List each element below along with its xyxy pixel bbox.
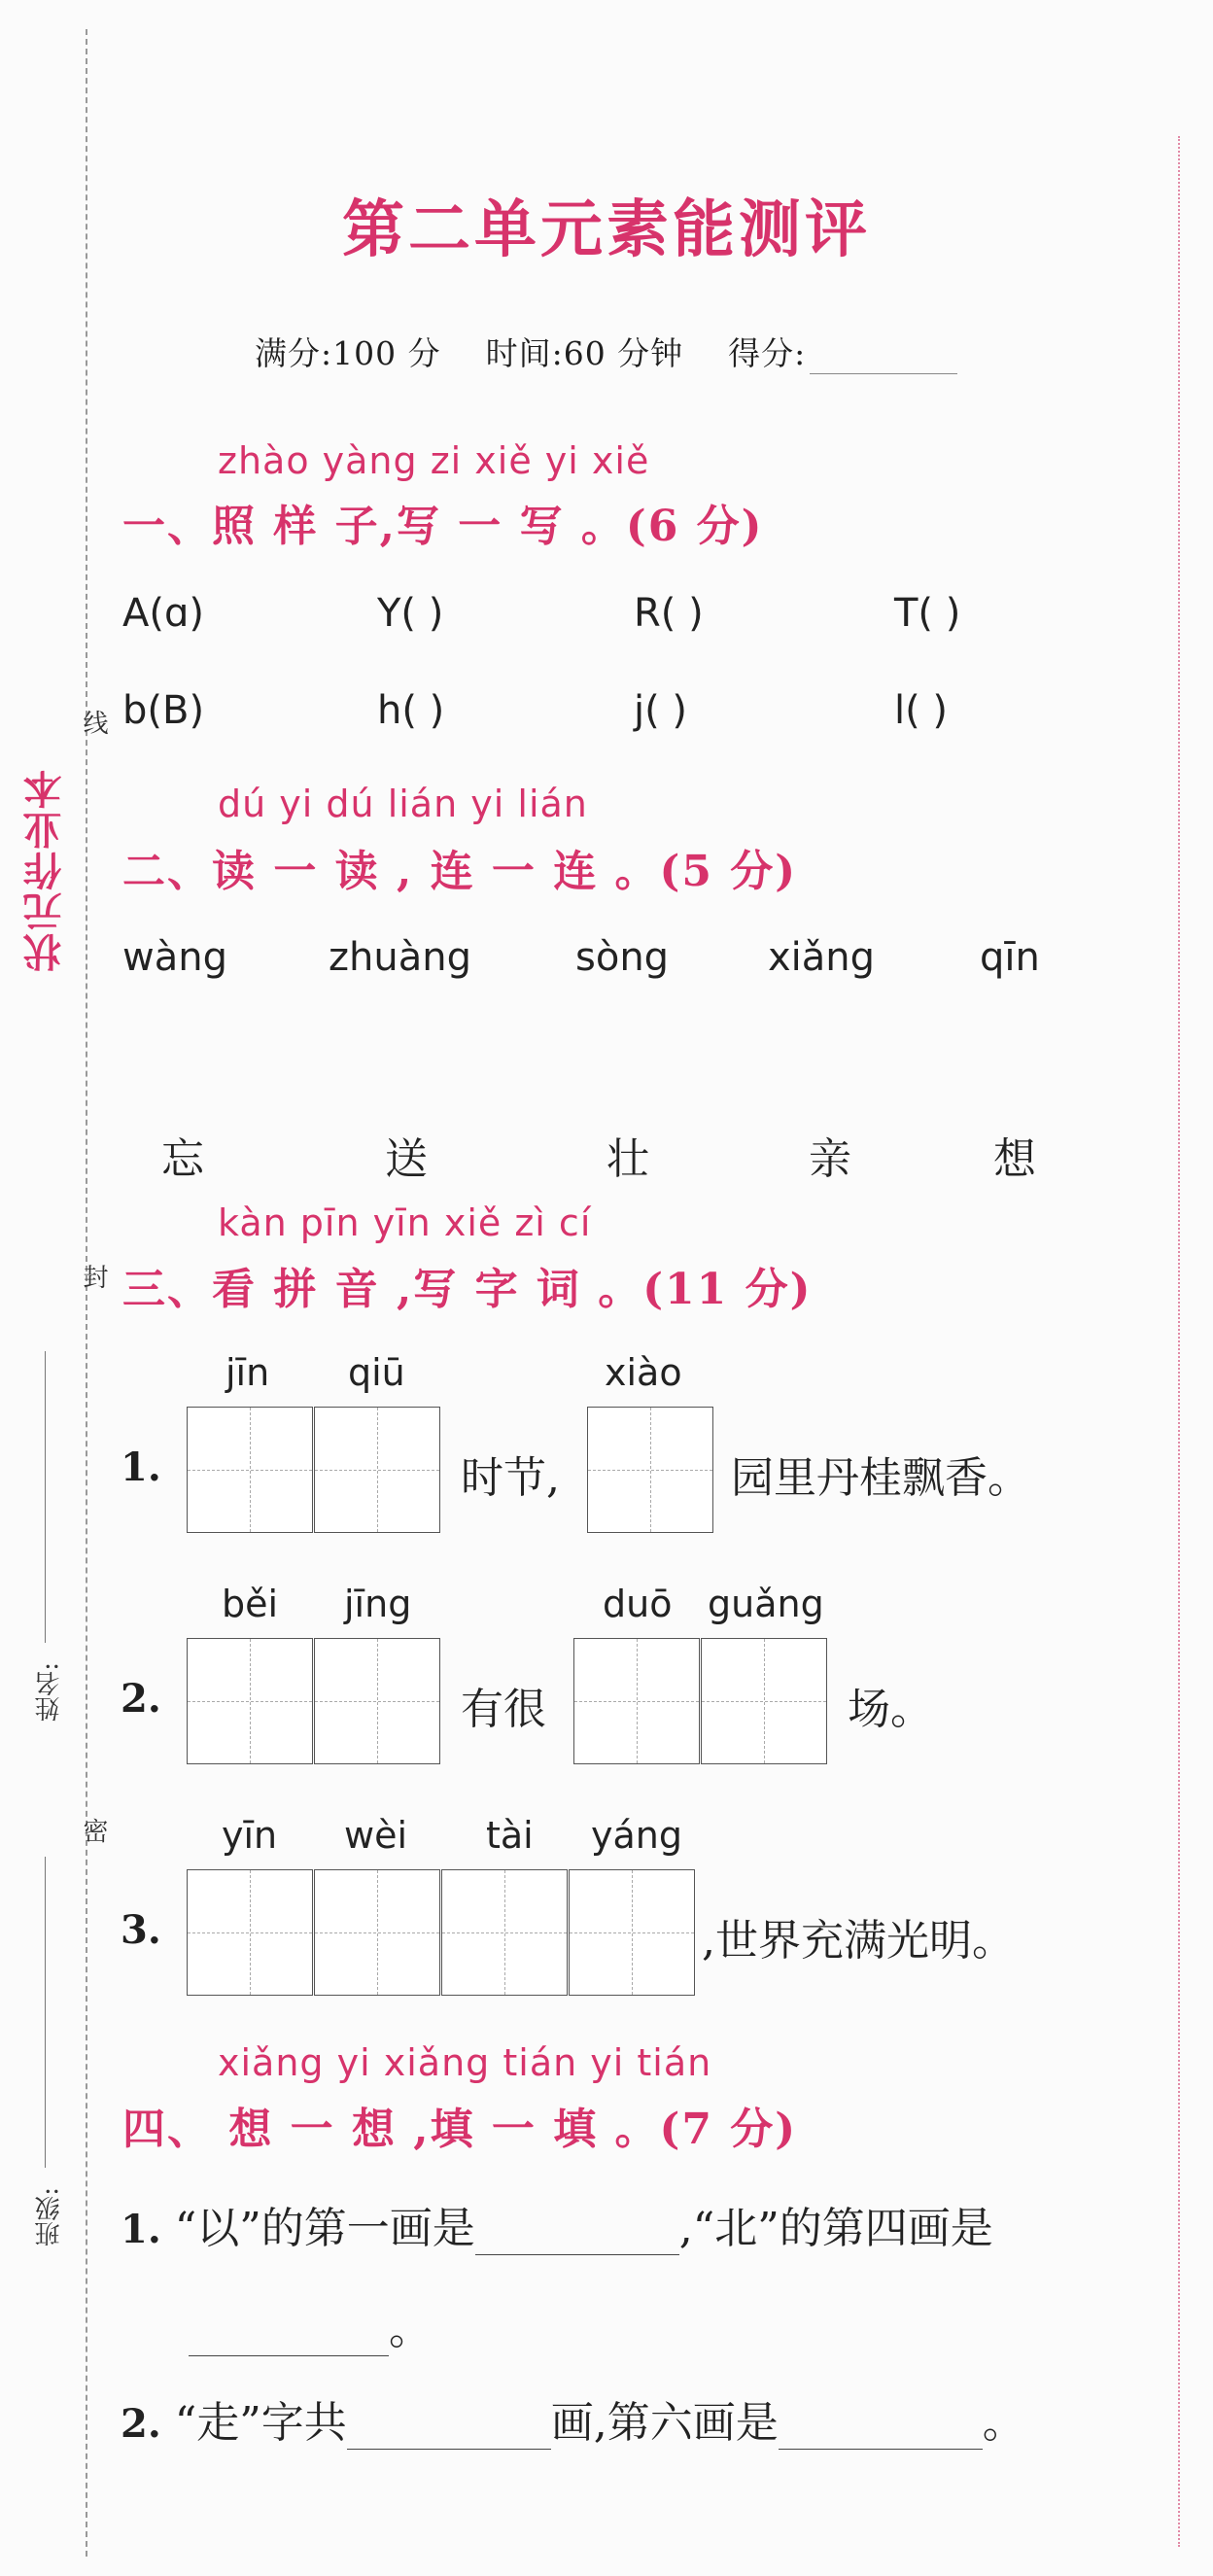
letter-blank[interactable]: R( ) — [634, 591, 704, 636]
sentence-text: ,世界充满光明。 — [702, 1916, 1015, 1966]
writing-box[interactable] — [314, 1638, 440, 1764]
writing-box[interactable] — [187, 1407, 313, 1533]
cut-label-sealed: 密 — [79, 1818, 108, 1843]
question-text: “以”的第一画是 — [174, 2204, 475, 2253]
pinyin-label: běi — [222, 1583, 279, 1625]
question-number: 1. — [121, 2207, 161, 2252]
cut-label-seal: 封 — [79, 1264, 108, 1289]
pinyin-word[interactable]: qīn — [980, 935, 1040, 980]
writing-box[interactable] — [441, 1869, 568, 1996]
writing-box[interactable] — [587, 1407, 713, 1533]
section2-heading: 二、读 一 读 , 连 一 连 。(5 分) — [122, 847, 798, 896]
question-text: 画,第六画是 — [550, 2398, 779, 2448]
pinyin-word[interactable]: zhuàng — [329, 935, 471, 980]
writing-box[interactable] — [314, 1869, 440, 1996]
question-end: 。 — [389, 2305, 432, 2354]
class-field-label: 班级: — [35, 2187, 64, 2246]
pinyin-label: qiū — [348, 1351, 405, 1394]
section4-heading: 四、 想 一 想 ,填 一 填 。(7 分) — [122, 2105, 798, 2154]
page-title: 第二单元素能测评 — [342, 193, 871, 266]
hanzi-character[interactable]: 想 — [993, 1134, 1036, 1184]
letter-pair: A(ɑ) — [122, 591, 204, 636]
pinyin-word[interactable]: sòng — [575, 935, 670, 980]
name-field-line[interactable] — [45, 1351, 46, 1643]
score-line — [255, 329, 957, 374]
letter-blank[interactable]: Y( ) — [377, 591, 444, 636]
cut-label-line: 线 — [79, 710, 108, 735]
sentence-text: 场。 — [848, 1685, 933, 1734]
writing-box[interactable] — [573, 1638, 700, 1764]
answer-blank[interactable] — [475, 2219, 679, 2255]
question-1 — [121, 2193, 993, 2255]
pinyin-label: yáng — [591, 1814, 682, 1857]
answer-blank[interactable] — [189, 2320, 389, 2356]
question-text: ,“北”的第四画是 — [678, 2204, 993, 2253]
letter-blank[interactable]: l( ) — [894, 688, 949, 733]
pinyin-label: jīn — [225, 1351, 270, 1394]
right-border-line — [1178, 136, 1180, 2547]
question-number: 1. — [121, 1445, 161, 1490]
brand-logo: 状元作业本 — [23, 768, 68, 972]
sentence-text: 时节, — [461, 1453, 560, 1503]
time-limit: 时间:60 分钟 — [485, 334, 684, 372]
cut-line — [86, 29, 87, 2557]
answer-blank[interactable] — [347, 2414, 551, 2450]
pinyin-word[interactable]: wàng — [122, 935, 227, 980]
pinyin-label: wèi — [344, 1814, 408, 1857]
class-field-line[interactable] — [45, 1857, 46, 2168]
section1-pinyin: zhào yàng zi xiě yi xiě — [218, 439, 650, 482]
writing-box[interactable] — [701, 1638, 827, 1764]
writing-box[interactable] — [569, 1869, 695, 1996]
name-field-label: 姓名: — [35, 1662, 64, 1722]
writing-box[interactable] — [314, 1407, 440, 1533]
question-2 — [121, 2387, 1025, 2450]
section2-pinyin: dú yi dú lián yi lián — [218, 783, 588, 825]
section1-heading: 一、照 样 子,写 一 写 。(6 分) — [122, 502, 764, 551]
pinyin-label: yīn — [222, 1814, 278, 1857]
question-number: 2. — [121, 1676, 161, 1722]
letter-blank[interactable]: h( ) — [377, 688, 445, 733]
pinyin-word[interactable]: xiǎng — [768, 935, 876, 980]
section3-heading: 三、看 拼 音 ,写 字 词 。(11 分) — [122, 1265, 813, 1314]
full-score: 满分:100 分 — [255, 334, 441, 372]
question-1-continued — [189, 2294, 432, 2356]
hanzi-character[interactable]: 送 — [385, 1134, 428, 1184]
score-blank[interactable] — [810, 344, 957, 374]
score-label: 得分: — [728, 334, 807, 372]
question-text: “走”字共 — [174, 2398, 347, 2448]
letter-blank[interactable]: T( ) — [894, 591, 961, 636]
question-end: 。 — [982, 2398, 1025, 2448]
pinyin-label: tài — [486, 1814, 534, 1857]
question-number: 2. — [121, 2401, 161, 2447]
hanzi-character[interactable]: 忘 — [161, 1134, 204, 1184]
hanzi-character[interactable]: 亲 — [809, 1134, 851, 1184]
writing-box[interactable] — [187, 1638, 313, 1764]
sentence-text: 园里丹桂飘香。 — [731, 1453, 1030, 1503]
pinyin-label: xiào — [605, 1351, 682, 1394]
question-number: 3. — [121, 1907, 161, 1953]
sentence-text: 有很 — [461, 1685, 546, 1734]
pinyin-label: jīng — [344, 1583, 412, 1625]
section3-pinyin: kàn pīn yīn xiě zì cí — [218, 1201, 592, 1244]
pinyin-label: guǎng — [708, 1583, 824, 1625]
section4-pinyin: xiǎng yi xiǎng tián yi tián — [218, 2041, 712, 2084]
letter-blank[interactable]: j( ) — [634, 688, 688, 733]
letter-pair: b(B) — [122, 688, 205, 733]
writing-box[interactable] — [187, 1869, 313, 1996]
pinyin-label: duō — [603, 1583, 673, 1625]
hanzi-character[interactable]: 壮 — [606, 1134, 649, 1184]
answer-blank[interactable] — [779, 2414, 983, 2450]
